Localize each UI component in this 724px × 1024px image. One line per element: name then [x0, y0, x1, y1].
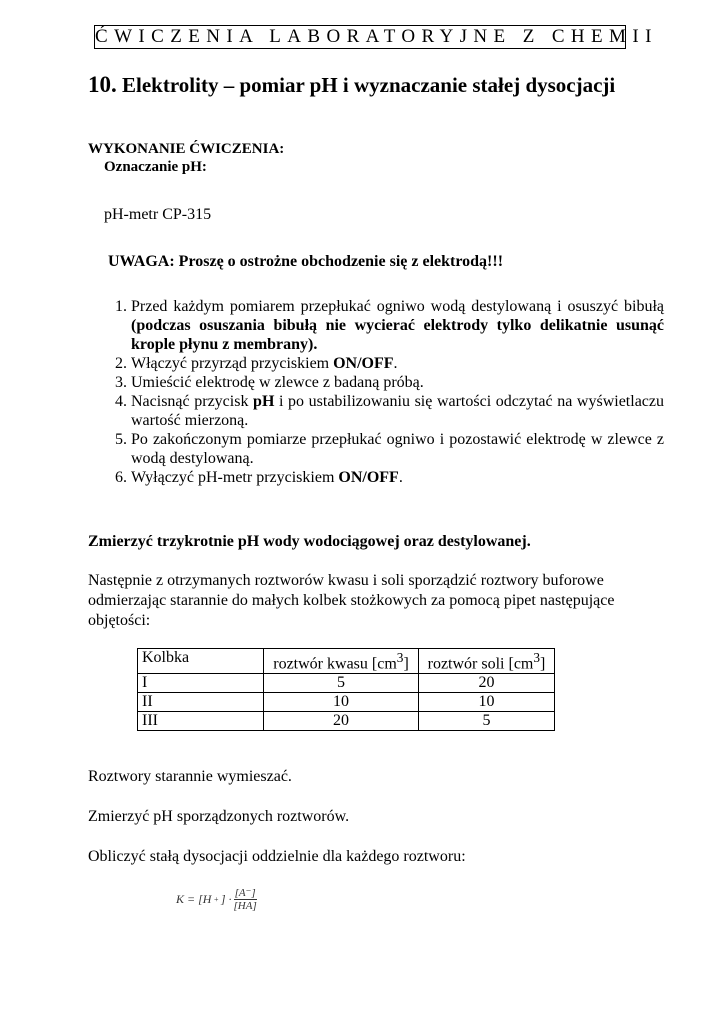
- title-number: 10.: [88, 72, 117, 97]
- warning-note: UWAGA: Proszę o ostrożne obchodzenie się z elektrodą!!!: [108, 253, 504, 270]
- concentration-fraction: $\frac{[A^-]}{[HA]}$: [233, 887, 257, 912]
- table-row: I 5 20: [138, 674, 555, 693]
- procedure-step: 2. Włączyć przyrząd przyciskiem ON/OFF.: [131, 354, 664, 373]
- section-subheading: Oznaczanie pH:: [104, 159, 207, 175]
- procedure-step: 5. Po zakończonym pomiarze przepłukać ogniwo i pozostawić elektrodę w zlewce z wodą destylowaną.: [131, 430, 664, 468]
- procedure-step: 1. Przed każdym pomiarem przepłukać ogniwo wodą destylowaną i osuszyć bibułą (podczas osuszania bibułą nie wycierać elektrody tylko delikatnie usunąć krople płynu z membrany).: [131, 297, 664, 354]
- measure-buffers-instruction: Zmierzyć pH sporządzonych roztworów.: [88, 808, 350, 825]
- procedure-step: 6. Wyłączyć pH-metr przyciskiem ON/OFF.: [131, 468, 664, 487]
- dissociation-formula: K = [H + ] · $\frac{[A^-]}{[HA]}$: [176, 887, 257, 912]
- section-heading: WYKONANIE ĆWICZENIA:: [88, 141, 285, 157]
- table-header-row: [138, 649, 555, 674]
- col-header-acid: roztwór kwasu $[cm^3]$: [264, 649, 419, 674]
- table-row: III 20 5: [138, 712, 555, 731]
- col-header-kolbka: Kolbka: [138, 649, 264, 674]
- procedure-steps: [105, 297, 664, 487]
- procedure-step: 3. Umieścić elektrodę w zlewce z badaną próbą.: [131, 373, 664, 392]
- col-header-salt: roztwór soli $[cm^3]$: [419, 649, 555, 674]
- buffer-intro: Następnie z otrzymanych roztworów kwasu i soli sporządzić roztwory buforowe odmierzając starannie do małych kolbek stożkowych za pomocą pipet następujące objętości:: [88, 572, 615, 629]
- mix-instruction: Roztwory starannie wymieszać.: [88, 768, 292, 785]
- course-header: ĆWICZENIA LABORATORYJNE Z CHEMII: [95, 26, 658, 47]
- calc-instruction: Obliczyć stałą dysocjacji oddzielnie dla każdego roztworu:: [88, 848, 466, 865]
- page-title: [88, 72, 615, 98]
- buffer-table: [137, 648, 555, 731]
- measure-instruction: Zmierzyć trzykrotnie pH wody wodociągowej oraz destylowanej.: [88, 533, 531, 550]
- procedure-step: 4. Nacisnąć przycisk pH i po ustabilizowaniu się wartości odczytać na wyświetlaczu wartość mierzoną.: [131, 392, 664, 430]
- table-row: II 10 10: [138, 693, 555, 712]
- device-name: pH-metr CP-315: [104, 206, 212, 223]
- title-text: Elektrolity – pomiar pH i wyznaczanie stałej dysocjacji: [122, 73, 616, 97]
